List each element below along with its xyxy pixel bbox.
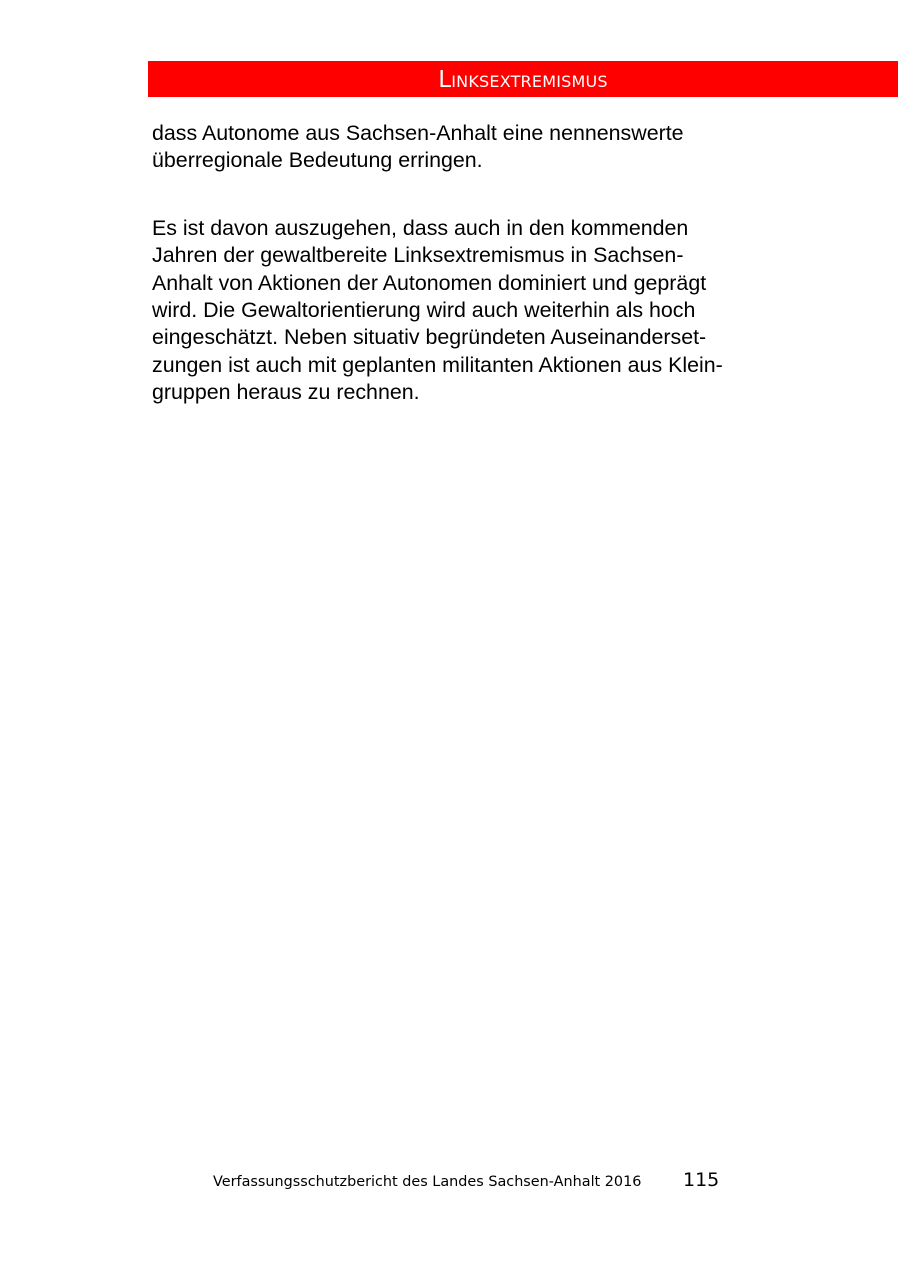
footer-title: Verfassungsschutzbericht des Landes Sachsen-Anhalt 2016 (213, 1174, 642, 1190)
paragraph: dass Autonome aus Sachsen-Anhalt eine nennenswerte überregionale Bedeutung erringen. (152, 121, 684, 173)
section-title: Linksextremismus (438, 66, 608, 93)
paragraph: Es ist davon auszugehen, dass auch in den kommenden Jahren der gewaltbereite Linksextremismus in Sachsen- Anhalt von Aktionen der Autonomen dominiert und geprägt wird. Die Gewaltorientierung wird auch weiterhin als hoch eingeschätzt. Neben situativ begründeten Auseinanderset- zungen ist auch mit geplanten militanten Aktionen aus Klein- gruppen heraus zu rechnen. (152, 215, 723, 405)
section-header-bar (148, 61, 898, 97)
page-footer (213, 1168, 733, 1194)
page-body (152, 120, 792, 407)
page-number: 115 (683, 1169, 720, 1191)
